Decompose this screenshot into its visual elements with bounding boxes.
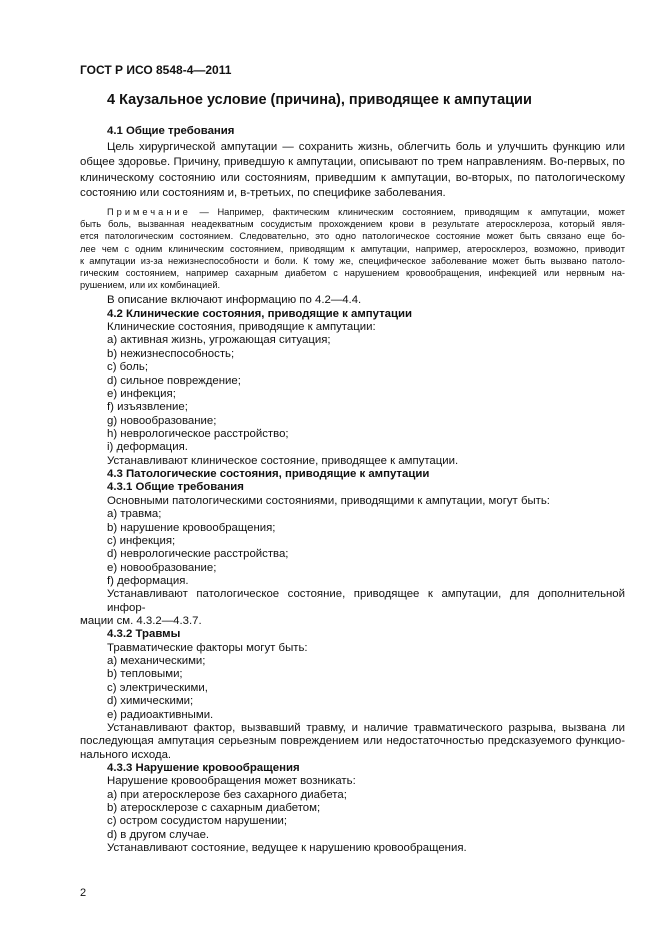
document-content (80, 124, 625, 899)
paragraph-line: Основными патологическими состояниями, приводящими к ампутации, могут быть: (107, 494, 550, 507)
heading-text: 4.3.2 Травмы (107, 628, 181, 641)
paragraph-line: общее здоровье. Причину, приведшую к ампутации, описывают по трем направлениям. Во-первых, по (80, 156, 625, 169)
section-4-1 (80, 124, 625, 202)
paragraph (80, 321, 625, 334)
paragraph (80, 775, 625, 788)
heading-text: 4.3.1 Общие требования (107, 481, 244, 494)
paragraph (80, 588, 625, 628)
paragraph (80, 294, 625, 307)
list-item: d) химическими; (107, 695, 194, 708)
note-line: ется патологическим состоянием. Следовательно, это одно патологическое состояние может быть связано еще бо- (80, 231, 625, 242)
paragraph (80, 722, 625, 762)
paragraph (80, 495, 625, 508)
paragraph-line: Цель хирургической ампутации — сохранить жизнь, облегчить боль и улучшить функцию или (107, 140, 625, 153)
note-line: быть боль, вызванная неадекватным сосудистым прохождением крови в результате атеросклероза, который явля- (80, 219, 625, 230)
subsection-heading (80, 308, 625, 321)
list-item: f) деформация. (107, 574, 189, 587)
list-item: e) новообразование; (107, 561, 217, 574)
paragraph-line: В описание включают информацию по 4.2—4.4. (107, 294, 362, 307)
list-item: d) в другом случае. (107, 828, 210, 841)
list-item: c) боль; (107, 361, 149, 374)
note-label: Примечание (107, 206, 191, 217)
list-item: e) радиоактивными. (107, 708, 214, 721)
heading-text: 4.2 Клинические состояния, приводящие к ампутации (107, 307, 413, 320)
heading-text: 4.3.3 Нарушение кровообращения (107, 761, 300, 774)
paragraph (80, 455, 625, 468)
paragraph (80, 655, 625, 722)
subsection-heading (80, 481, 625, 494)
list-item: d) неврологические расстройства; (107, 548, 289, 561)
note-first-line (80, 206, 625, 218)
note-line: рушением, или их комбинацией. (80, 280, 221, 291)
subsection-heading (80, 628, 625, 641)
list-item: b) атеросклерозе с сахарным диабетом; (107, 802, 321, 815)
list-item: i) деформация. (107, 441, 188, 454)
page-number: 2 (80, 887, 87, 900)
note-line: гическим состоянием, например сахарным диабетом с нарушением кровообращения, инфекцией или нервным на- (80, 267, 625, 278)
list-item: c) остром сосудистом нарушении; (107, 815, 288, 828)
list-item: c) инфекция; (107, 534, 176, 547)
section-title: 4 Каузальное условие (причина), приводящее к ампутации (107, 92, 532, 108)
paragraph (80, 789, 625, 842)
section-heading: 4.1 Общие требования (107, 125, 235, 137)
paragraph-line: клиническому состоянию или состояниям, приведшим к ампутации, во-вторых, по патологическому (80, 171, 625, 184)
note-line: лее чем с одним клиническим состоянием, приводящим к ампутации, например, атеросклероз, возможно, приводит (80, 243, 625, 254)
paragraph-line: Устанавливают клиническое состояние, приводящее к ампутации. (107, 454, 459, 467)
paragraph-line: мации см. 4.3.2—4.3.7. (80, 615, 202, 628)
heading-text: 4.3 Патологические состояния, приводящие к ампутации (107, 468, 430, 481)
document-body (80, 294, 625, 855)
paragraph (80, 334, 625, 454)
paragraph (80, 508, 625, 588)
list-item: e) инфекция; (107, 387, 176, 400)
list-item: a) активная жизнь, угрожающая ситуация; (107, 334, 331, 347)
list-item: g) новообразование; (107, 414, 217, 427)
list-item: a) механическими; (107, 655, 206, 668)
list-item: b) нарушение кровообращения; (107, 521, 276, 534)
note (80, 206, 625, 291)
subsection-heading (80, 468, 625, 481)
list-item: b) тепловыми; (107, 668, 183, 681)
list-item: f) изъязвление; (107, 401, 188, 414)
paragraph-line: нального исхода. (80, 748, 172, 761)
paragraph (80, 842, 625, 855)
list-item: d) сильное повреждение; (107, 374, 241, 387)
paragraph-line: Устанавливают патологическое состояние, приводящее к ампутации, для дополнительной инфор- (107, 588, 625, 614)
paragraph-line: Устанавливают состояние, ведущее к нарушению кровообращения. (107, 842, 467, 855)
list-item: h) неврологическое расстройство; (107, 427, 289, 440)
subsection-heading (80, 762, 625, 775)
list-item: a) при атеросклерозе без сахарного диабета; (107, 788, 347, 801)
list-item: b) нежизнеспособность; (107, 347, 235, 360)
note-text: — Например, фактическим клиническим состоянием, приводящим к ампутации, может (199, 206, 625, 217)
list-item: c) электрическими, (107, 681, 208, 694)
list-item: a) травма; (107, 508, 162, 521)
paragraph (80, 642, 625, 655)
document-header: ГОСТ Р ИСО 8548-4—2011 (80, 63, 232, 77)
note-line: к ампутации из-за нежизнеспособности и боли. К тому же, специфическое заболевание может быть вызвано патоло- (80, 255, 625, 266)
paragraph-line: последующая ампутация серьезным повреждением или недостаточностью предсказуемого функцио- (80, 735, 625, 748)
paragraph-line: состоянию или состояниям и, в-третьих, по специфике заболевания. (80, 187, 446, 200)
paragraph-line: Устанавливают фактор, вызвавший травму, и наличие травматического разрыва, вызвана ли (107, 721, 625, 734)
paragraph-line: Травматические факторы могут быть: (107, 641, 308, 654)
paragraph-line: Нарушение кровообращения может возникать: (107, 775, 356, 788)
paragraph-line: Клинические состояния, приводящие к ампутации: (107, 321, 376, 334)
